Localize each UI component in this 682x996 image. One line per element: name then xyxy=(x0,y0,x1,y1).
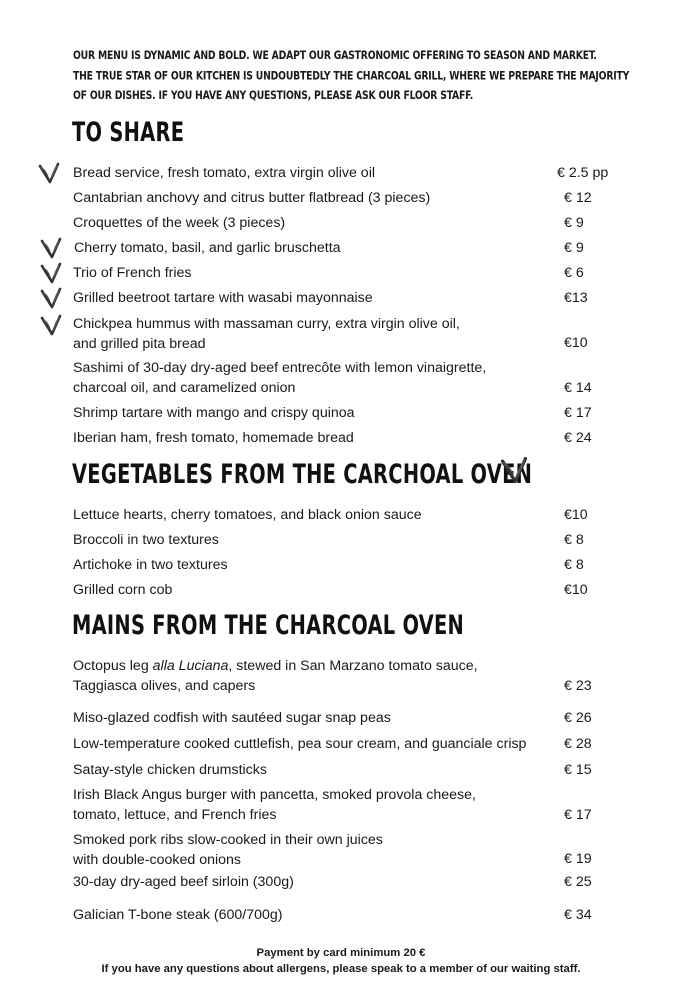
allergen-note: If you have any questions about allergens, please speak to a member of our waiting staff. xyxy=(101,963,581,975)
menu-item-octopus: Octopus leg alla Luciana, stewed in San Marzano tomato sauce, Taggiasca olives, and capers xyxy=(73,658,478,694)
menu-price: € 8 xyxy=(564,532,584,548)
menu-price: € 23 xyxy=(564,678,592,694)
menu-price: € 28 xyxy=(564,736,592,752)
menu-item-broccoli: Broccoli in two textures xyxy=(73,532,219,548)
menu-item-sashimi: Sashimi of 30-day dry-aged beef entrecôte with lemon vinaigrette, charcoal oil, and caramelized onion xyxy=(73,360,487,396)
menu-item-burger: Irish Black Angus burger with pancetta, smoked provola cheese, tomato, lettuce, and French fries xyxy=(73,787,476,823)
menu-item-chicken: Satay-style chicken drumsticks xyxy=(73,762,267,778)
leaf-icon xyxy=(40,262,62,284)
menu-price: € 12 xyxy=(564,190,592,206)
menu-item-ham: Iberian ham, fresh tomato, homemade bread xyxy=(73,430,354,446)
menu-price: € 34 xyxy=(564,907,592,923)
payment-note: Payment by card minimum 20 € xyxy=(256,947,426,959)
menu-item-corn: Grilled corn cob xyxy=(73,582,173,598)
intro-text xyxy=(73,46,633,106)
leaf-icon xyxy=(38,162,60,184)
menu-item-ribs: Smoked pork ribs slow-cooked in their own juices with double-cooked onions xyxy=(73,832,383,868)
menu-price: € 9 xyxy=(564,215,584,231)
leaf-icon xyxy=(40,237,62,259)
menu-item-bruschetta: Cherry tomato, basil, and garlic bruschetta xyxy=(74,240,341,256)
menu-price: € 8 xyxy=(564,557,584,573)
menu-price: € 14 xyxy=(564,380,592,396)
menu-price: € 2.5 pp xyxy=(557,165,609,181)
menu-price: € 25 xyxy=(564,874,592,890)
section-title-to-share: TO SHARE xyxy=(72,117,185,148)
menu-item-artichoke: Artichoke in two textures xyxy=(73,557,228,573)
menu-price: € 26 xyxy=(564,710,592,726)
menu-price: €10 xyxy=(564,582,588,598)
menu-price: € 15 xyxy=(564,762,592,778)
menu-price: € 24 xyxy=(564,430,592,446)
section-title-vegetables: VEGETABLES FROM THE CARCHOAL OVEN xyxy=(72,459,533,490)
menu-price: €10 xyxy=(564,507,588,523)
menu-item-lettuce: Lettuce hearts, cherry tomatoes, and black onion sauce xyxy=(73,507,422,523)
leaf-icon xyxy=(40,287,62,309)
menu-item-shrimp: Shrimp tartare with mango and crispy quinoa xyxy=(73,405,355,421)
menu-item-bread: Bread service, fresh tomato, extra virgin olive oil xyxy=(73,165,376,181)
menu-price: € 17 xyxy=(564,807,592,823)
menu-item-croquettes: Croquettes of the week (3 pieces) xyxy=(73,215,286,231)
menu-price: € 19 xyxy=(564,851,592,867)
menu-item-cuttlefish: Low-temperature cooked cuttlefish, pea sour cream, and guanciale crisp xyxy=(73,736,527,752)
menu-item-hummus: Chickpea hummus with massaman curry, extra virgin olive oil, and grilled pita bread xyxy=(73,316,460,352)
menu-price: € 6 xyxy=(564,265,584,281)
menu-item-sirloin: 30-day dry-aged beef sirloin (300g) xyxy=(73,874,294,890)
leaf-icon xyxy=(500,456,528,484)
menu-price: € 17 xyxy=(564,405,592,421)
menu-item-beetroot: Grilled beetroot tartare with wasabi mayonnaise xyxy=(73,290,373,306)
intro-line-1: OUR MENU IS DYNAMIC AND BOLD. WE ADAPT OUR GASTRONOMIC OFFERING TO SEASON AND MARKET. xyxy=(73,49,597,63)
menu-item-codfish: Miso-glazed codfish with sautéed sugar snap peas xyxy=(73,710,391,726)
menu-price: € 9 xyxy=(564,240,584,256)
leaf-icon xyxy=(40,314,62,336)
menu-item-anchovy: Cantabrian anchovy and citrus butter flatbread (3 pieces) xyxy=(73,190,431,206)
menu-price: €13 xyxy=(564,290,588,306)
section-title-mains: MAINS FROM THE CHARCOAL OVEN xyxy=(72,610,465,641)
menu-item-tbone: Galician T-bone steak (600/700g) xyxy=(73,907,283,923)
intro-line-2: THE TRUE STAR OF OUR KITCHEN IS UNDOUBTEDLY THE CHARCOAL GRILL, WHERE WE PREPARE THE MAJORITY OF OUR DISHES. IF YOU HAVE ANY QUESTIONS, PLEASE ASK OUR FLOOR STAFF. xyxy=(73,69,630,103)
menu-price: €10 xyxy=(564,335,588,351)
menu-item-fries: Trio of French fries xyxy=(73,265,192,281)
